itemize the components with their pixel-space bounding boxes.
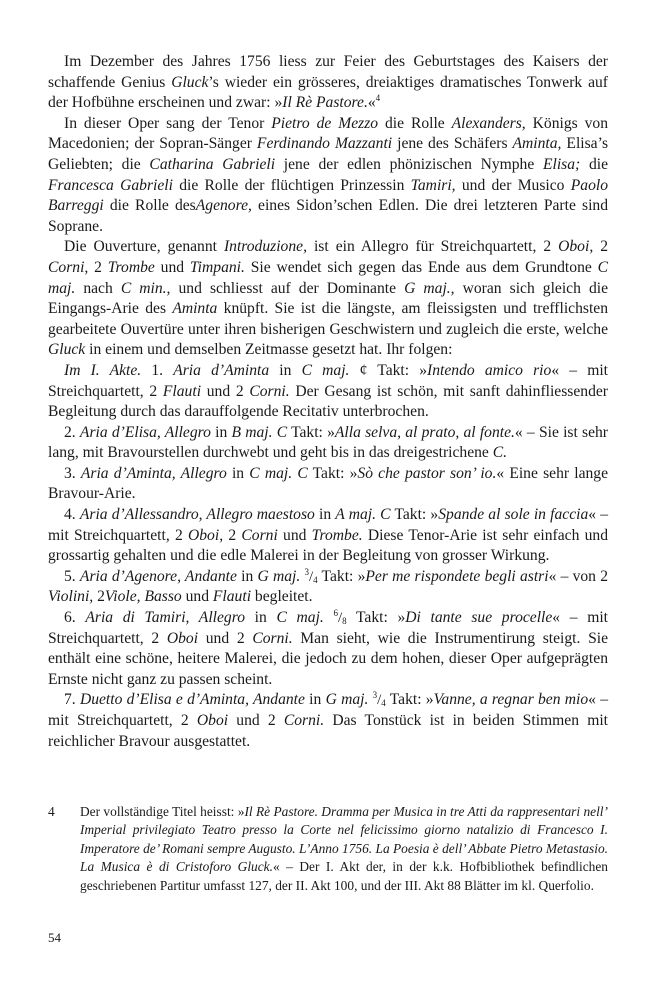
italic-run: Pietro de Mezzo — [271, 114, 379, 132]
text-run: 2 — [593, 238, 609, 256]
paragraph — [48, 237, 608, 361]
italic-run: Corni. — [252, 629, 293, 647]
italic-run: Per me rispondete begli astri — [365, 567, 549, 585]
text-run: « – mit Streichquartett, 2 — [48, 691, 608, 729]
italic-run: Aria d’Aminta, Allegro — [80, 464, 227, 482]
body-text — [48, 52, 608, 752]
text-run: Die Ouverture, genannt — [64, 238, 224, 256]
italic-run: G maj., — [404, 279, 455, 297]
text-run: in — [269, 361, 302, 379]
paragraph — [48, 52, 608, 114]
text-run: und — [181, 588, 213, 606]
footnote-text — [80, 803, 608, 895]
text-run: Man sieht, wie die Instrumentirung steigt. Sie enthält eine schöne, heitere Malerei, die jedoch zu dem hohen, dieser Oper aufgeprägten Ernste nicht ganz zu passen scheint. — [48, 629, 608, 688]
italic-run: Alla selva, al prato, al fonte. — [334, 423, 515, 441]
italic-run: Corni — [241, 526, 278, 544]
italic-run: Flauti — [162, 382, 202, 400]
text-run: die Rolle des — [103, 197, 196, 215]
italic-run: Aminta — [172, 300, 218, 318]
italic-run: Elisa; — [542, 155, 581, 173]
paragraph — [48, 361, 608, 423]
text-run: Im Dezember des Jahres 1756 liess zur Feier des Geburtstages des Kaisers der schaffende Genius — [48, 53, 608, 91]
text-run: Königs von Macedonien; der Sopran-Sänger — [48, 114, 608, 153]
time-signature-numerator: 3 — [372, 690, 378, 701]
italic-run: Spande al sole in faccia — [438, 506, 589, 524]
text-run: die Rolle — [378, 114, 452, 132]
time-signature-denominator: 4 — [313, 574, 318, 585]
italic-run: Flauti — [212, 588, 252, 606]
text-run: Takt: » — [346, 609, 406, 627]
paragraph — [48, 505, 608, 567]
time-signature-numerator: 3 — [304, 566, 309, 577]
italic-run: Trombe — [107, 258, 155, 276]
italic-run: Oboi, — [558, 238, 594, 256]
footnote-number: 4 — [48, 804, 55, 819]
text-run: begleitet. — [251, 588, 313, 606]
text-run — [324, 609, 334, 626]
text-run: 4. — [64, 506, 80, 524]
text-run: Takt: » — [287, 423, 335, 441]
italic-run: Il Rè Pastore. Dramma per Musica in tre Atti da rappresentari nell’ Imperial privilegiato Teatro presso la Corte nel felicissimo giorno natalizio di Francesco I. Imperatore de’ Romani sempre Augusto. L’Anno 1756. La Poesia è dell’ Abbate Pietro Metastasio. La Musica è di Cristoforo Gluck. — [80, 804, 608, 875]
text-run: woran sich gleich die Eingangs-Arie des — [48, 279, 608, 318]
text-run: Das Tonstück ist in beiden Stimmen mit reichlicher Bravour ausgestattet. — [48, 712, 608, 750]
text-run: Der Gesang ist schön, mit sanft dahinfliessender Begleitung durch das darauffolgende Recitativ unterbrochen. — [48, 382, 608, 421]
text-run: Sie wendet sich gegen das Ende aus dem Grundtone — [244, 258, 598, 276]
paragraph — [48, 608, 608, 690]
text-run: « – mit Streichquartett, 2 — [48, 609, 608, 647]
italic-run: Alexanders, — [451, 114, 526, 132]
text-run: und 2 — [198, 629, 253, 647]
italic-run: Duetto d’Elisa e d’Aminta, Andante — [79, 691, 305, 709]
text-run: in — [304, 691, 326, 709]
italic-run: Francesca Gabrieli — [48, 176, 173, 194]
italic-run: Corni, — [48, 258, 89, 276]
text-run: 2 — [88, 258, 108, 276]
italic-run: Violini, — [48, 588, 94, 606]
text-run: 2 — [223, 526, 242, 544]
italic-run: Introduzione, — [223, 238, 307, 256]
text-run: in — [226, 464, 250, 482]
italic-run: Ferdinando Mazzanti — [256, 135, 393, 153]
text-run: knüpft. Sie ist die längste, am fleissigsten und trefflichsten gearbeitete Ouvertüre unter ihren bisherigen Geschwistern und zugleich die erste, welche — [48, 300, 608, 338]
text-run: Takt: » — [385, 691, 434, 709]
italic-run: Sò che pastor son’ io. — [357, 464, 497, 482]
time-signature-numerator: 6 — [333, 608, 338, 619]
italic-run: Oboi — [196, 712, 229, 729]
italic-run: B maj. C — [231, 423, 288, 441]
paragraph — [48, 567, 608, 608]
text-run: in — [245, 609, 277, 627]
text-run: und der Musico — [455, 176, 571, 194]
text-run: Takt: » — [307, 464, 358, 482]
text-run: ¢ Takt: » — [349, 361, 428, 379]
text-run: In dieser Oper sang der Tenor — [64, 114, 272, 132]
time-signature: $^3/_4$ — [372, 690, 386, 709]
time-signature: $^6/_8$ — [333, 608, 347, 627]
text-run: in — [236, 567, 258, 585]
italic-run: Timpani. — [189, 258, 245, 276]
text-run: « – mit Streichquartett, 2 — [48, 361, 609, 400]
text-run: 2. — [64, 423, 80, 441]
italic-run: G maj. — [257, 567, 301, 585]
italic-run: Oboi — [166, 629, 199, 647]
italic-run: Im I. Akte. — [64, 361, 142, 379]
italic-run: Tamiri, — [410, 176, 456, 194]
text-run: « – von 2 — [548, 567, 608, 585]
text-run: in einem und demselben Zeitmasse gesetzt hat. Ihr folgen: — [85, 341, 453, 359]
text-run: Elisa’s Geliebten; die — [48, 135, 609, 173]
italic-run: C min., — [120, 279, 171, 297]
text-run: und 2 — [201, 382, 250, 400]
italic-run: C maj. — [276, 609, 324, 627]
text-run: und — [277, 526, 312, 544]
italic-run: Aria di Tamiri, Allegro — [85, 609, 246, 627]
italic-run: Il Rè Pastore. — [282, 94, 368, 112]
text-run: ist ein Allegro für Streichquartett, 2 — [306, 238, 559, 256]
text-run: die — [580, 155, 608, 173]
italic-run: Corni. — [249, 382, 290, 400]
text-run: 3. — [64, 464, 81, 482]
italic-run: Paolo Barreggi — [48, 176, 608, 215]
text-run: und 2 — [228, 712, 284, 729]
text-run: 2 — [93, 588, 105, 606]
text-run: Takt: » — [317, 567, 366, 585]
footnote — [48, 803, 608, 895]
text-run: in — [210, 423, 232, 441]
italic-run: Aria d’Elisa, Allegro — [79, 423, 211, 441]
paragraph — [48, 690, 608, 752]
italic-run: Trombe. — [311, 526, 363, 544]
text-run: in — [314, 506, 336, 524]
text-run: « – mit Streichquartett, 2 — [48, 506, 609, 544]
text-run: ’s wieder ein grösseres, dreiaktiges dramatisches Tonwerk auf der Hofbühne erscheinen und zwar: » — [48, 73, 608, 112]
text-run: 1. — [141, 361, 174, 379]
text-run: Takt: » — [390, 506, 439, 524]
italic-run: Intendo amico rio — [427, 361, 552, 379]
text-run: Diese Tenor-Arie ist sehr einfach und grossartig gehalten und die edle Malerei in der Begleitung von grosser Wirkung. — [48, 526, 609, 565]
italic-run: Gluck — [171, 73, 209, 91]
text-run: « – Der I. Akt der, in der k.k. Hofbibliothek befindlichen geschriebenen Partitur umfasst 127, der II. Akt 100, und der III. Akt 88 Blätter im kl. Querfolio. — [80, 859, 609, 893]
italic-run: G maj. — [325, 691, 369, 709]
italic-run: C maj. C — [249, 464, 308, 482]
italic-run: Vanne, a regnar ben mio — [433, 691, 589, 709]
text-run: jene der edlen phönizischen Nymphe — [275, 155, 543, 173]
italic-run: Oboi, — [188, 526, 224, 544]
paragraph — [48, 114, 608, 238]
italic-run: A maj. C — [335, 506, 391, 524]
text-run: Der vollständige Titel heisst: » — [80, 804, 245, 819]
time-signature-denominator: 4 — [381, 698, 386, 709]
italic-run: C maj. — [301, 361, 350, 379]
text-run: die Rolle der flüchtigen Prinzessin — [172, 176, 411, 194]
text-run: 5. — [64, 567, 80, 585]
italic-run: Catharina Gabrieli — [149, 155, 276, 173]
text-run: « – Sie ist sehr lang, mit Bravourstellen durchwebt und geht bis in das dreigestrichene — [48, 423, 609, 462]
text-run: nach — [75, 279, 121, 297]
footnote-reference: 4 — [375, 93, 381, 104]
italic-run: Agenore, — [195, 197, 252, 215]
text-run: « Eine sehr lange Bravour-Arie. — [48, 464, 608, 503]
italic-run: Aria d’Allessandro, Allegro maestoso — [79, 506, 315, 524]
text-run: und schliesst auf der Dominante — [170, 279, 405, 297]
footnotes — [48, 803, 608, 895]
paragraph — [48, 423, 608, 464]
paragraph — [48, 464, 608, 505]
italic-run: Gluck — [48, 341, 86, 359]
text-run: « — [367, 94, 376, 112]
italic-run: Aminta, — [512, 135, 562, 153]
text-run: eines Sidon’schen Edlen. Die drei letzteren Parte sind Soprane. — [48, 197, 608, 235]
text-run: jene des Schäfers — [392, 135, 513, 153]
page-number: 54 — [48, 930, 61, 945]
italic-run: Corni. — [283, 712, 325, 729]
italic-run: C maj. — [48, 258, 609, 297]
italic-run: Aria d’Aminta — [173, 361, 270, 379]
italic-run: Aria d’Agenore, Andante — [79, 567, 237, 585]
time-signature-denominator: 8 — [342, 616, 347, 627]
time-signature: $^3/_4$ — [304, 566, 318, 585]
italic-run: Viole, Basso — [104, 588, 182, 606]
text-run: 6. — [64, 609, 86, 627]
text-run: und — [154, 258, 190, 276]
italic-run: Di tante sue procelle — [405, 609, 553, 627]
italic-run: C. — [492, 444, 508, 462]
text-run: 7. — [64, 691, 80, 709]
